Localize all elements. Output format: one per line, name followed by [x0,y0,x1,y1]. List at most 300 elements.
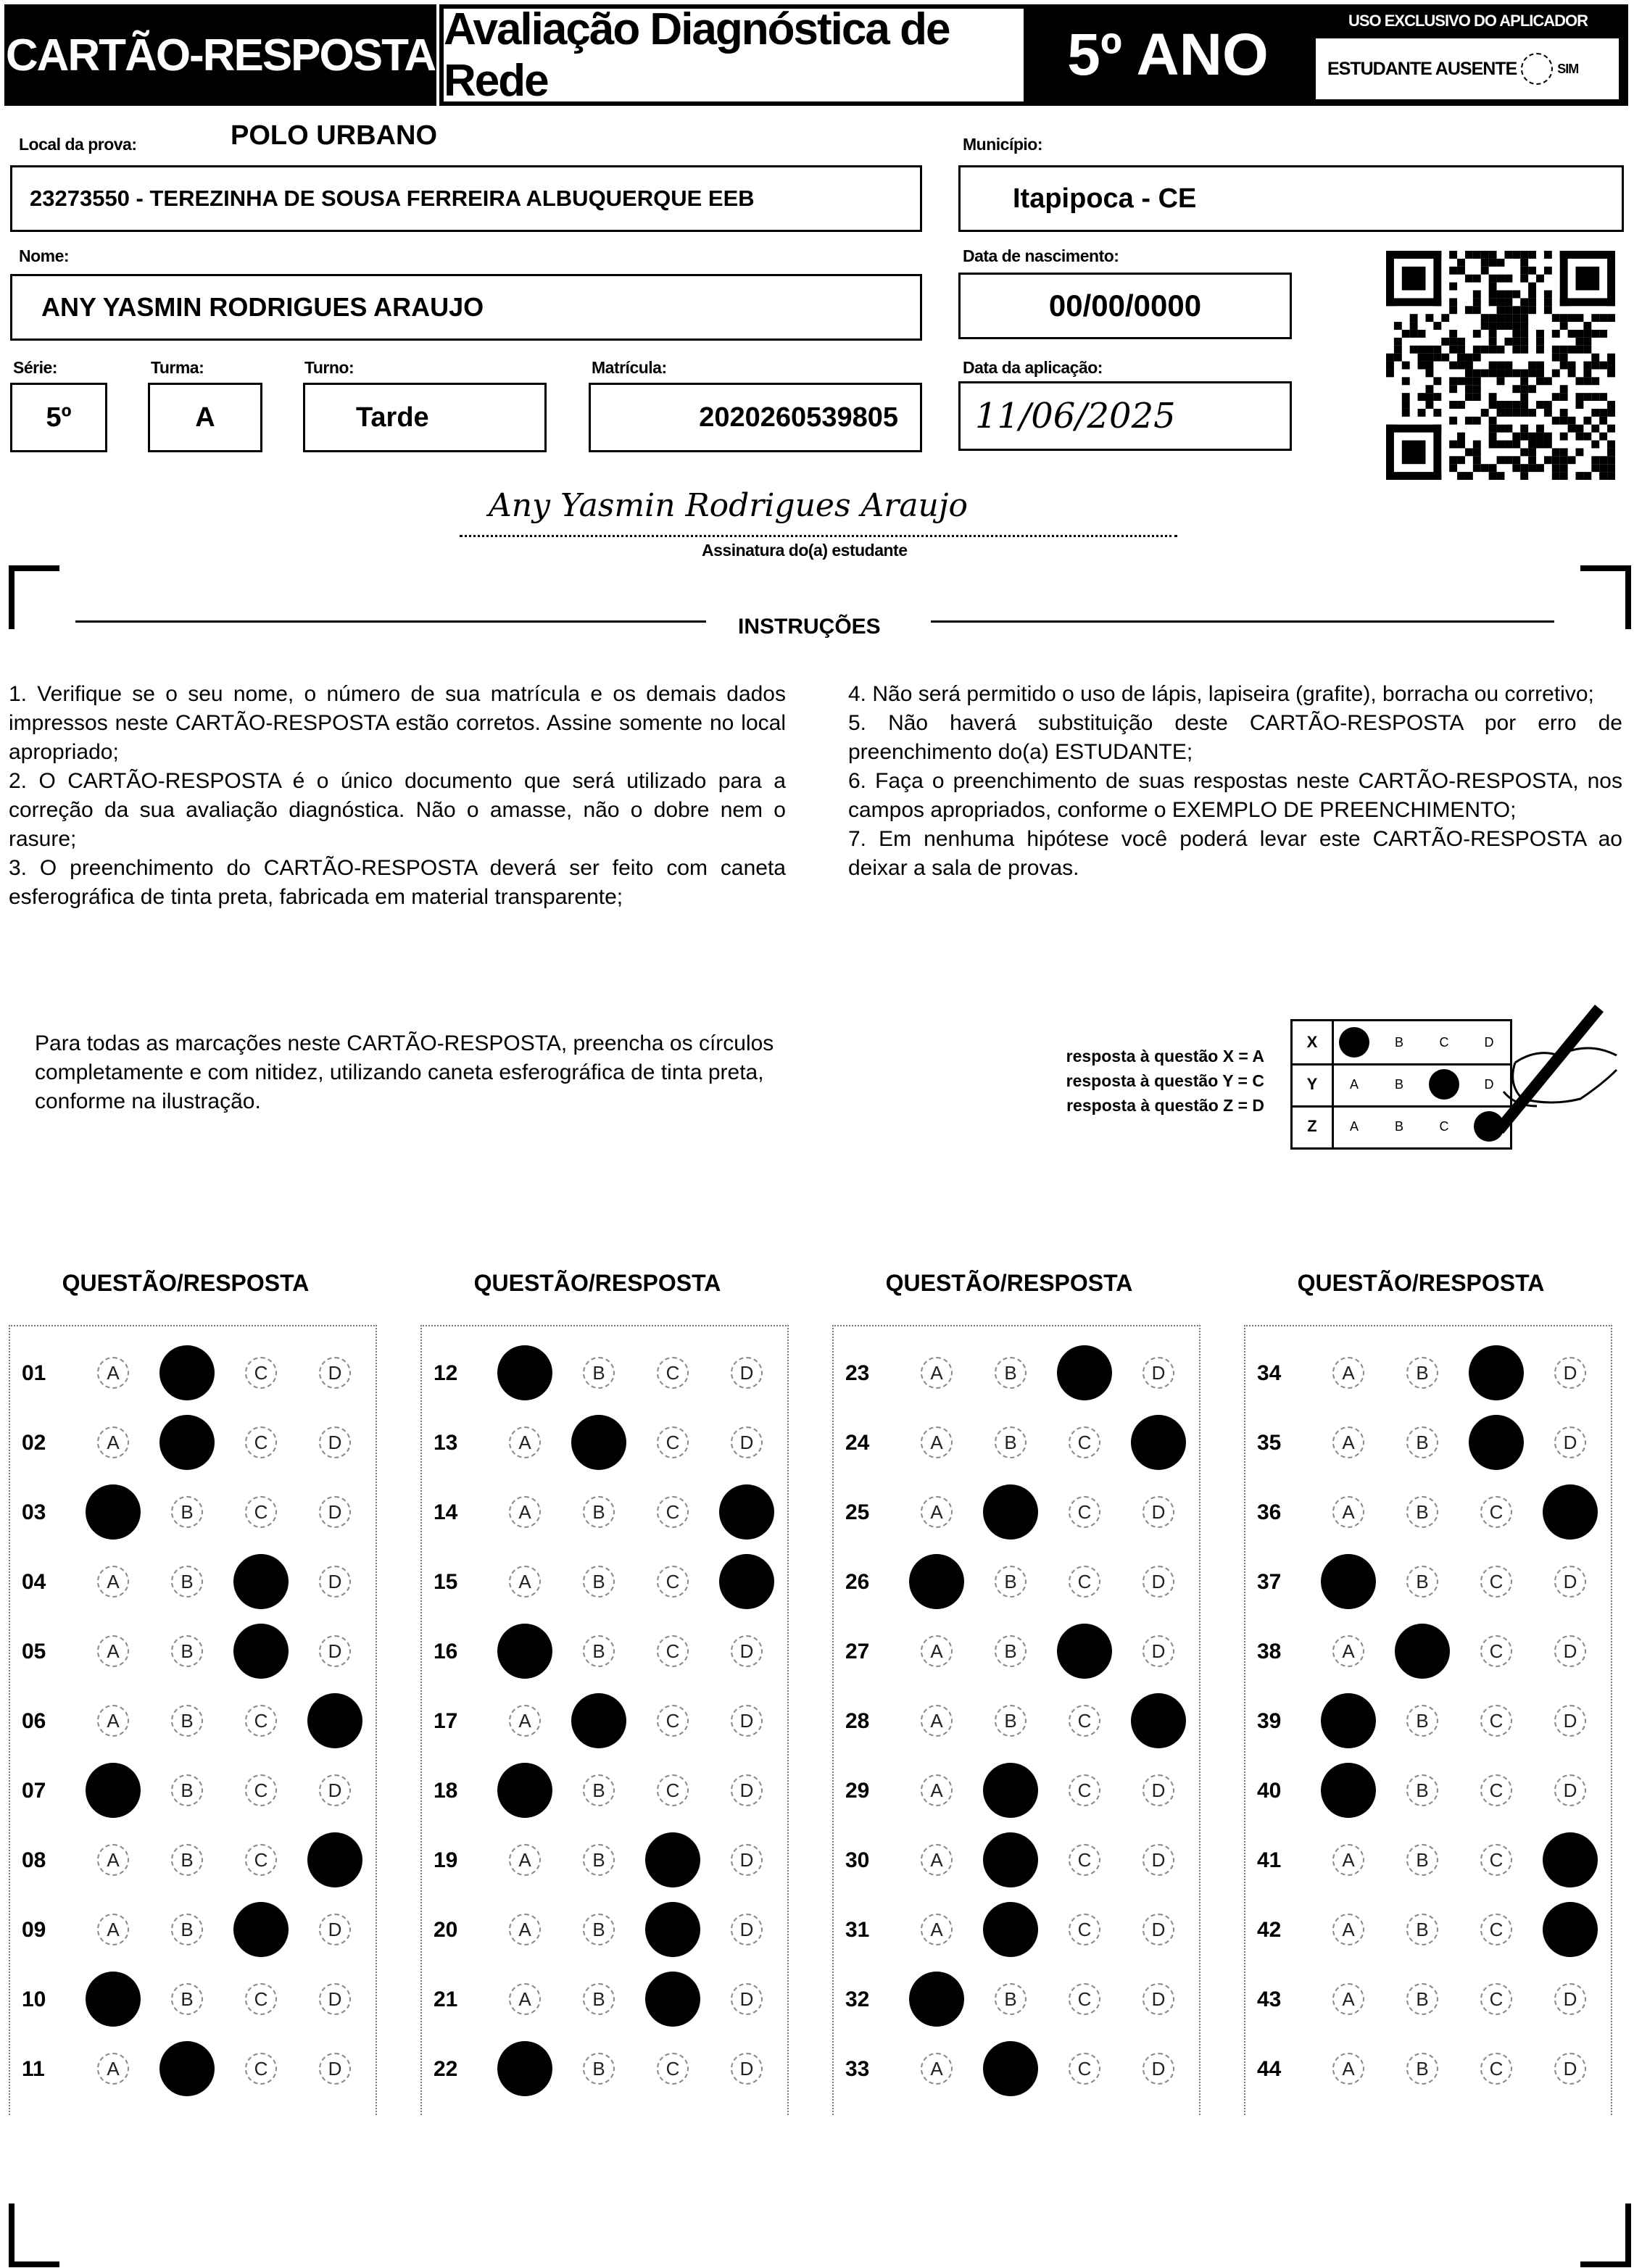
answer-bubble[interactable]: A [921,1844,953,1876]
instruction-item: 2. O CARTÃO-RESPOSTA é o único documento que será utilizado para a correção da sua avaliação diagnóstica. Não o amasse, não o dobre nem o rasure; [9,769,786,851]
answer-bubble[interactable]: C [1480,1844,1512,1876]
answer-bubble[interactable]: C [657,1496,689,1528]
answer-bubble[interactable]: D [1554,1983,1586,2015]
answer-bubble-filled[interactable] [1321,1554,1376,1609]
answer-bubble[interactable]: A [97,1914,129,1945]
instruction-item: 4. Não será permitido o uso de lápis, lapiseira (grafite), borracha ou corretivo; [848,682,1594,706]
answer-bubble-filled[interactable] [1543,1484,1598,1540]
answer-bubble[interactable]: A [921,1635,953,1667]
answer-bubble[interactable]: C [245,2053,277,2085]
answer-bubble[interactable]: A [921,1426,953,1458]
corner-mark-bl [9,2203,59,2267]
answer-bubble-filled[interactable] [233,1902,289,1957]
answer-bubble-filled[interactable] [497,1624,552,1679]
answer-bubble[interactable]: C [245,1357,277,1389]
answer-bubble[interactable]: B [1406,1914,1438,1945]
question-number: 04 [22,1570,46,1594]
answer-bubble[interactable]: C [1069,1774,1100,1806]
qr-code [1386,251,1615,480]
application-date-value: 11/06/2025 [975,396,1176,436]
question-number: 22 [434,2057,458,2081]
answer-bubble[interactable]: B [995,1705,1027,1737]
answer-bubble-filled[interactable] [497,2041,552,2096]
answer-bubble[interactable]: A [97,1566,129,1598]
answer-bubble[interactable]: D [731,1705,763,1737]
name-value: ANY YASMIN RODRIGUES ARAUJO [41,292,484,322]
answer-bubble[interactable]: A [509,1983,541,2015]
answer-bubble-filled[interactable] [1057,1345,1112,1400]
answer-bubble[interactable]: D [319,1635,351,1667]
answer-bubble-filled[interactable] [233,1554,289,1609]
answer-bubble[interactable]: C [1480,1705,1512,1737]
answer-bubble[interactable]: A [1332,1844,1364,1876]
answer-bubble[interactable]: A [1332,1983,1364,2015]
question-number: 34 [1257,1361,1282,1385]
absent-student-bubble[interactable] [1521,53,1553,85]
answer-bubble[interactable]: D [1554,1705,1586,1737]
answer-bubble[interactable]: D [319,1426,351,1458]
question-number: 32 [845,1987,870,2011]
instruction-item: 3. O preenchimento do CARTÃO-RESPOSTA deverá ser feito com caneta esferográfica de tinta preta, fabricada em material transparente; [9,856,786,909]
question-number: 13 [434,1431,458,1455]
example-option: D [1484,1076,1494,1092]
card-title: CARTÃO-RESPOSTA [4,4,436,106]
answer-bubble[interactable]: C [245,1496,277,1528]
answer-bubble[interactable]: C [1480,1496,1512,1528]
answer-bubble[interactable]: B [583,1496,615,1528]
answer-bubble[interactable]: D [1554,1357,1586,1389]
answer-bubble[interactable]: B [1406,1774,1438,1806]
question-number: 25 [845,1500,870,1524]
question-number: 10 [22,1987,46,2011]
answer-bubble[interactable]: A [1332,1357,1364,1389]
question-number: 31 [845,1918,870,1942]
turno-value: Tarde [356,402,429,433]
answer-bubble[interactable]: B [583,2053,615,2085]
answer-bubble[interactable]: D [1142,1357,1174,1389]
answer-bubble[interactable]: C [245,1774,277,1806]
serie-field [10,383,107,452]
answer-bubble[interactable]: A [509,1426,541,1458]
question-number: 33 [845,2057,870,2081]
answer-bubble[interactable]: D [319,1566,351,1598]
answer-bubble[interactable]: D [731,2053,763,2085]
school-value: 23273550 - TEREZINHA DE SOUSA FERREIRA ALBUQUERQUE EEB [30,186,755,211]
question-number: 20 [434,1918,458,1942]
question-number: 12 [434,1361,458,1385]
answer-bubble[interactable]: A [921,1496,953,1528]
question-number: 08 [22,1848,46,1872]
answer-bubble-filled[interactable] [497,1763,552,1818]
fill-instructions: Para todas as marcações neste CARTÃO-RESPOSTA, preencha os círculos completamente e com nitidez, utilizando caneta esferográfica de tinta preta, conforme na ilustração. [35,1031,774,1113]
question-number: 37 [1257,1570,1282,1594]
answer-bubble[interactable]: C [1480,1635,1512,1667]
answer-bubble[interactable]: A [921,2053,953,2085]
answer-bubble[interactable]: D [1554,1774,1586,1806]
question-number: 01 [22,1361,46,1385]
answer-bubble[interactable]: B [995,1983,1027,2015]
answer-bubble[interactable]: A [921,1774,953,1806]
answer-bubble[interactable]: C [245,1426,277,1458]
answer-bubble-filled[interactable] [645,1902,700,1957]
answer-bubble[interactable]: D [1142,1983,1174,2015]
example-option: A [1349,1076,1359,1092]
answer-bubble-filled[interactable] [983,1832,1038,1887]
answer-bubble[interactable]: B [583,1635,615,1667]
question-number: 38 [1257,1640,1282,1663]
question-number: 41 [1257,1848,1282,1872]
answer-bubble[interactable]: C [657,2053,689,2085]
instruction-item: 6. Faça o preenchimento de suas respostas neste CARTÃO-RESPOSTA, nos campos apropriados, conforme o EXEMPLO DE PREENCHIMENTO; [848,769,1622,822]
answer-bubble[interactable]: D [1554,1566,1586,1598]
answer-bubble[interactable]: A [509,1496,541,1528]
signature-label: Assinatura do(a) estudante [702,541,908,560]
question-number: 23 [845,1361,870,1385]
answer-bubble-filled[interactable] [497,1345,552,1400]
answer-bubble[interactable]: A [1332,1426,1364,1458]
answer-bubble[interactable]: B [1406,1566,1438,1598]
example-option: D [1484,1034,1494,1050]
answer-bubble[interactable]: A [509,1914,541,1945]
answer-bubble-filled[interactable] [983,2041,1038,2096]
answer-bubble[interactable]: C [1480,1566,1512,1598]
applicator-label: USO EXCLUSIVO DO APLICADOR [1348,12,1588,30]
answer-bubble-filled[interactable] [719,1484,774,1540]
answer-bubble[interactable]: A [97,1635,129,1667]
turno-field [303,383,547,452]
application-date-label: Data da aplicação: [963,358,1103,377]
answer-bubble[interactable]: B [583,1983,615,2015]
answer-bubble[interactable]: C [1069,1844,1100,1876]
answer-bubble[interactable]: D [319,1914,351,1945]
answer-bubble-filled[interactable] [1543,1832,1598,1887]
answer-bubble[interactable]: B [171,1496,203,1528]
local-value: POLO URBANO [231,120,437,151]
answer-bubble-filled[interactable] [307,1832,362,1887]
instructions-title: INSTRUÇÕES [738,615,881,639]
municipio-field [958,165,1624,232]
answer-bubble[interactable]: D [1554,1635,1586,1667]
question-number: 44 [1257,2057,1282,2081]
answer-bubble[interactable]: D [1142,1914,1174,1945]
school-field [10,165,922,232]
answer-bubble[interactable]: C [1069,1566,1100,1598]
instructions-right [848,680,1622,883]
answer-bubble[interactable]: D [731,1983,763,2015]
birthdate-value: 00/00/0000 [1048,288,1202,323]
answer-bubble[interactable]: A [97,1844,129,1876]
instruction-item: 7. Em nenhuma hipótese você poderá levar este CARTÃO-RESPOSTA ao deixar a sala de provas. [848,827,1622,880]
answer-bubble-filled[interactable] [909,1554,964,1609]
applicator-section [1308,4,1628,106]
turma-value: A [195,402,215,433]
answer-bubble[interactable]: A [97,2053,129,2085]
answer-bubble[interactable]: D [319,1983,351,2015]
answer-bubble[interactable]: B [171,1774,203,1806]
example-option: B [1394,1034,1403,1050]
grade-label: 5º ANO [1028,4,1308,106]
answer-bubble-filled[interactable] [1469,1345,1524,1400]
answer-bubble[interactable]: D [1142,1566,1174,1598]
answer-bubble[interactable]: B [1406,2053,1438,2085]
answer-bubble[interactable]: B [995,1566,1027,1598]
answer-bubble[interactable]: C [1069,1983,1100,2015]
answer-bubble[interactable]: C [657,1774,689,1806]
answer-bubble-filled[interactable] [159,2041,215,2096]
answer-bubble[interactable]: A [509,1566,541,1598]
birthdate-field [958,273,1292,339]
answer-bubble[interactable]: D [731,1635,763,1667]
example-filled-bubble [1332,1021,1377,1063]
answer-bubble[interactable]: B [583,1844,615,1876]
answer-bubble[interactable]: B [171,1844,203,1876]
exam-title: Avaliação Diagnóstica de Rede [439,4,1028,106]
question-number: 21 [434,1987,458,2011]
answer-bubble-filled[interactable] [307,1693,362,1748]
answer-bubble-filled[interactable] [1131,1693,1186,1748]
answer-bubble[interactable]: D [1142,1635,1174,1667]
question-number: 39 [1257,1709,1282,1733]
answer-bubble[interactable]: C [1480,1774,1512,1806]
answer-bubble[interactable]: A [1332,2053,1364,2085]
example-option: A [1349,1118,1359,1134]
answer-bubble[interactable]: B [1406,1983,1438,2015]
answer-bubble[interactable]: C [657,1426,689,1458]
answer-bubble[interactable]: A [509,1844,541,1876]
example-labels [986,1044,1264,1118]
municipio-label: Município: [963,135,1042,154]
question-number: 35 [1257,1431,1282,1455]
answer-bubble-filled[interactable] [645,1972,700,2027]
answer-bubble[interactable]: C [1069,2053,1100,2085]
corner-mark-tl [9,565,59,629]
turma-field [148,383,262,452]
serie-value: 5º [46,402,72,433]
birthdate-label: Data de nascimento: [963,246,1119,265]
instruction-item: 1. Verifique se o seu nome, o número de sua matrícula e os demais dados impressos neste CARTÃO-RESPOSTA estão corretos. Assine somente no local apropriado; [9,682,786,764]
answer-bubble[interactable]: C [657,1705,689,1737]
answer-bubble[interactable]: B [995,1357,1027,1389]
answer-bubble[interactable]: D [1554,1426,1586,1458]
answer-bubble[interactable]: D [1142,1844,1174,1876]
matricula-value: 2020260539805 [699,402,898,433]
answer-bubble[interactable]: B [995,1426,1027,1458]
signature-value: Any Yasmin Rodrigues Araujo [489,487,969,524]
signature-line [460,487,1177,537]
filled-dot-icon [1339,1027,1369,1058]
name-label: Nome: [19,246,70,265]
answer-bubble[interactable]: D [319,2053,351,2085]
question-number: 24 [845,1431,870,1455]
answer-bubble[interactable]: B [583,1914,615,1945]
question-number: 30 [845,1848,870,1872]
question-number: 26 [845,1570,870,1594]
absent-yes-label: SIM [1557,61,1579,76]
answer-bubble[interactable]: D [319,1496,351,1528]
matricula-field [589,383,922,452]
answer-bubble[interactable]: B [995,1635,1027,1667]
answer-bubble-filled[interactable] [1321,1693,1376,1748]
serie-label: Série: [13,358,57,377]
answer-bubble[interactable]: B [1406,1426,1438,1458]
answer-bubble-filled[interactable] [983,1902,1038,1957]
example-row-label: X [1293,1021,1334,1063]
answer-bubble-filled[interactable] [159,1345,215,1400]
answer-bubble[interactable]: C [1480,2053,1512,2085]
answer-bubble[interactable]: A [1332,1496,1364,1528]
answer-bubble-filled[interactable] [983,1484,1038,1540]
question-number: 15 [434,1570,458,1594]
answer-bubble[interactable]: C [1069,1496,1100,1528]
answer-bubble[interactable]: B [171,1566,203,1598]
answer-bubble[interactable]: B [583,1357,615,1389]
question-number: 05 [22,1640,46,1663]
question-number: 16 [434,1640,458,1663]
answer-bubble[interactable]: B [583,1774,615,1806]
answer-bubble[interactable]: B [583,1566,615,1598]
answer-bubble-filled[interactable] [645,1832,700,1887]
example-option: B [1394,1076,1403,1092]
question-column-header: QUESTÃO/RESPOSTA [885,1270,1133,1296]
answer-bubble-filled[interactable] [1543,1902,1598,1957]
answer-bubble[interactable]: C [657,1635,689,1667]
example-row-label: Z [1293,1105,1334,1147]
turno-label: Turno: [304,358,354,377]
answer-bubble-filled[interactable] [159,1415,215,1470]
answer-bubble[interactable]: C [245,1844,277,1876]
application-date-field [958,381,1292,451]
question-number: 29 [845,1779,870,1803]
answer-bubble[interactable]: C [1069,1426,1100,1458]
answer-bubble-filled[interactable] [1131,1415,1186,1470]
answer-bubble-filled[interactable] [1395,1624,1450,1679]
instructions-rule-right [931,620,1554,623]
answer-bubble[interactable]: A [1332,1635,1364,1667]
question-number: 40 [1257,1779,1282,1803]
answer-bubble[interactable]: D [1142,1496,1174,1528]
question-number: 43 [1257,1987,1282,2011]
answer-bubble-filled[interactable] [86,1484,141,1540]
question-number: 09 [22,1918,46,1942]
answer-bubble[interactable]: A [921,1357,953,1389]
answer-bubble-filled[interactable] [233,1624,289,1679]
answer-bubble[interactable]: D [1142,2053,1174,2085]
answer-bubble[interactable]: A [921,1914,953,1945]
question-column-header: QUESTÃO/RESPOSTA [1297,1270,1545,1296]
instruction-item: 5. Não haverá substituição deste CARTÃO-RESPOSTA por erro de preenchimento do(a) ESTUDANTE; [848,711,1622,764]
answer-bubble-filled[interactable] [86,1763,141,1818]
question-number: 18 [434,1779,458,1803]
example-option: C [1439,1118,1449,1134]
question-column-header: QUESTÃO/RESPOSTA [473,1270,721,1296]
absent-student-box [1314,36,1621,101]
question-number: 02 [22,1431,46,1455]
answer-bubble[interactable]: D [319,1774,351,1806]
corner-mark-tr [1580,565,1631,629]
answer-bubble-filled[interactable] [86,1972,141,2027]
answer-bubble[interactable]: A [97,1426,129,1458]
answer-bubble[interactable]: D [731,1844,763,1876]
answer-bubble[interactable]: B [171,1635,203,1667]
question-column-header: QUESTÃO/RESPOSTA [62,1270,310,1296]
answer-bubble[interactable]: D [731,1426,763,1458]
name-field [10,274,922,341]
answer-bubble[interactable]: D [1142,1774,1174,1806]
answer-bubble-filled[interactable] [983,1763,1038,1818]
answer-bubble[interactable]: B [171,1705,203,1737]
instructions-left [9,680,786,912]
answer-bubble[interactable]: B [171,1914,203,1945]
turma-label: Turma: [151,358,204,377]
question-number: 17 [434,1709,458,1733]
answer-bubble[interactable]: C [245,1705,277,1737]
answer-bubble-filled[interactable] [571,1415,626,1470]
answer-bubble-filled[interactable] [1321,1763,1376,1818]
answer-bubble-filled[interactable] [909,1972,964,2027]
answer-bubble[interactable]: A [921,1705,953,1737]
example-label: resposta à questão Z = D [1066,1096,1264,1115]
answer-bubble[interactable]: B [1406,1496,1438,1528]
example-label: resposta à questão Y = C [1066,1071,1264,1090]
question-number: 27 [845,1640,870,1663]
matricula-label: Matrícula: [592,358,667,377]
answer-bubble[interactable]: A [97,1705,129,1737]
question-number: 07 [22,1779,46,1803]
question-number: 19 [434,1848,458,1872]
answer-bubble[interactable]: D [319,1357,351,1389]
answer-bubble[interactable]: C [1480,1983,1512,2015]
answer-bubble[interactable]: B [1406,1844,1438,1876]
answer-bubble[interactable]: B [1406,1357,1438,1389]
answer-bubble[interactable]: B [1406,1705,1438,1737]
answer-bubble[interactable]: D [1554,2053,1586,2085]
example-option: B [1394,1118,1403,1134]
instructions-rule-left [75,620,706,623]
answer-bubble-filled[interactable] [1057,1624,1112,1679]
answer-bubble-filled[interactable] [571,1693,626,1748]
question-number: 36 [1257,1500,1282,1524]
answer-bubble[interactable]: C [1480,1914,1512,1945]
answer-bubble[interactable]: C [1069,1914,1100,1945]
answer-bubble[interactable]: C [657,1357,689,1389]
filled-dot-icon [1429,1069,1459,1100]
corner-mark-br [1580,2203,1631,2267]
example-label: resposta à questão X = A [1066,1047,1264,1066]
question-number: 11 [22,2057,45,2081]
answer-bubble[interactable]: D [731,1357,763,1389]
answer-bubble-filled[interactable] [1469,1415,1524,1470]
question-number: 28 [845,1709,870,1733]
question-number: 06 [22,1709,46,1733]
question-number: 42 [1257,1918,1282,1942]
answer-bubble[interactable]: B [171,1983,203,2015]
question-number: 14 [434,1500,458,1524]
answer-bubble-filled[interactable] [719,1554,774,1609]
question-number: 03 [22,1500,46,1524]
answer-bubble[interactable]: C [657,1566,689,1598]
answer-bubble[interactable]: C [245,1983,277,2015]
answer-bubble[interactable]: D [731,1774,763,1806]
municipio-value: Itapipoca - CE [1013,183,1197,214]
answer-bubble[interactable]: A [509,1705,541,1737]
answer-bubble[interactable]: A [97,1357,129,1389]
answer-bubble[interactable]: A [1332,1914,1364,1945]
local-label: Local da prova: [19,135,137,154]
answer-bubble[interactable]: C [1069,1705,1100,1737]
pen-hand-icon [1472,997,1625,1142]
example-option: C [1439,1034,1449,1050]
answer-bubble[interactable]: D [731,1914,763,1945]
